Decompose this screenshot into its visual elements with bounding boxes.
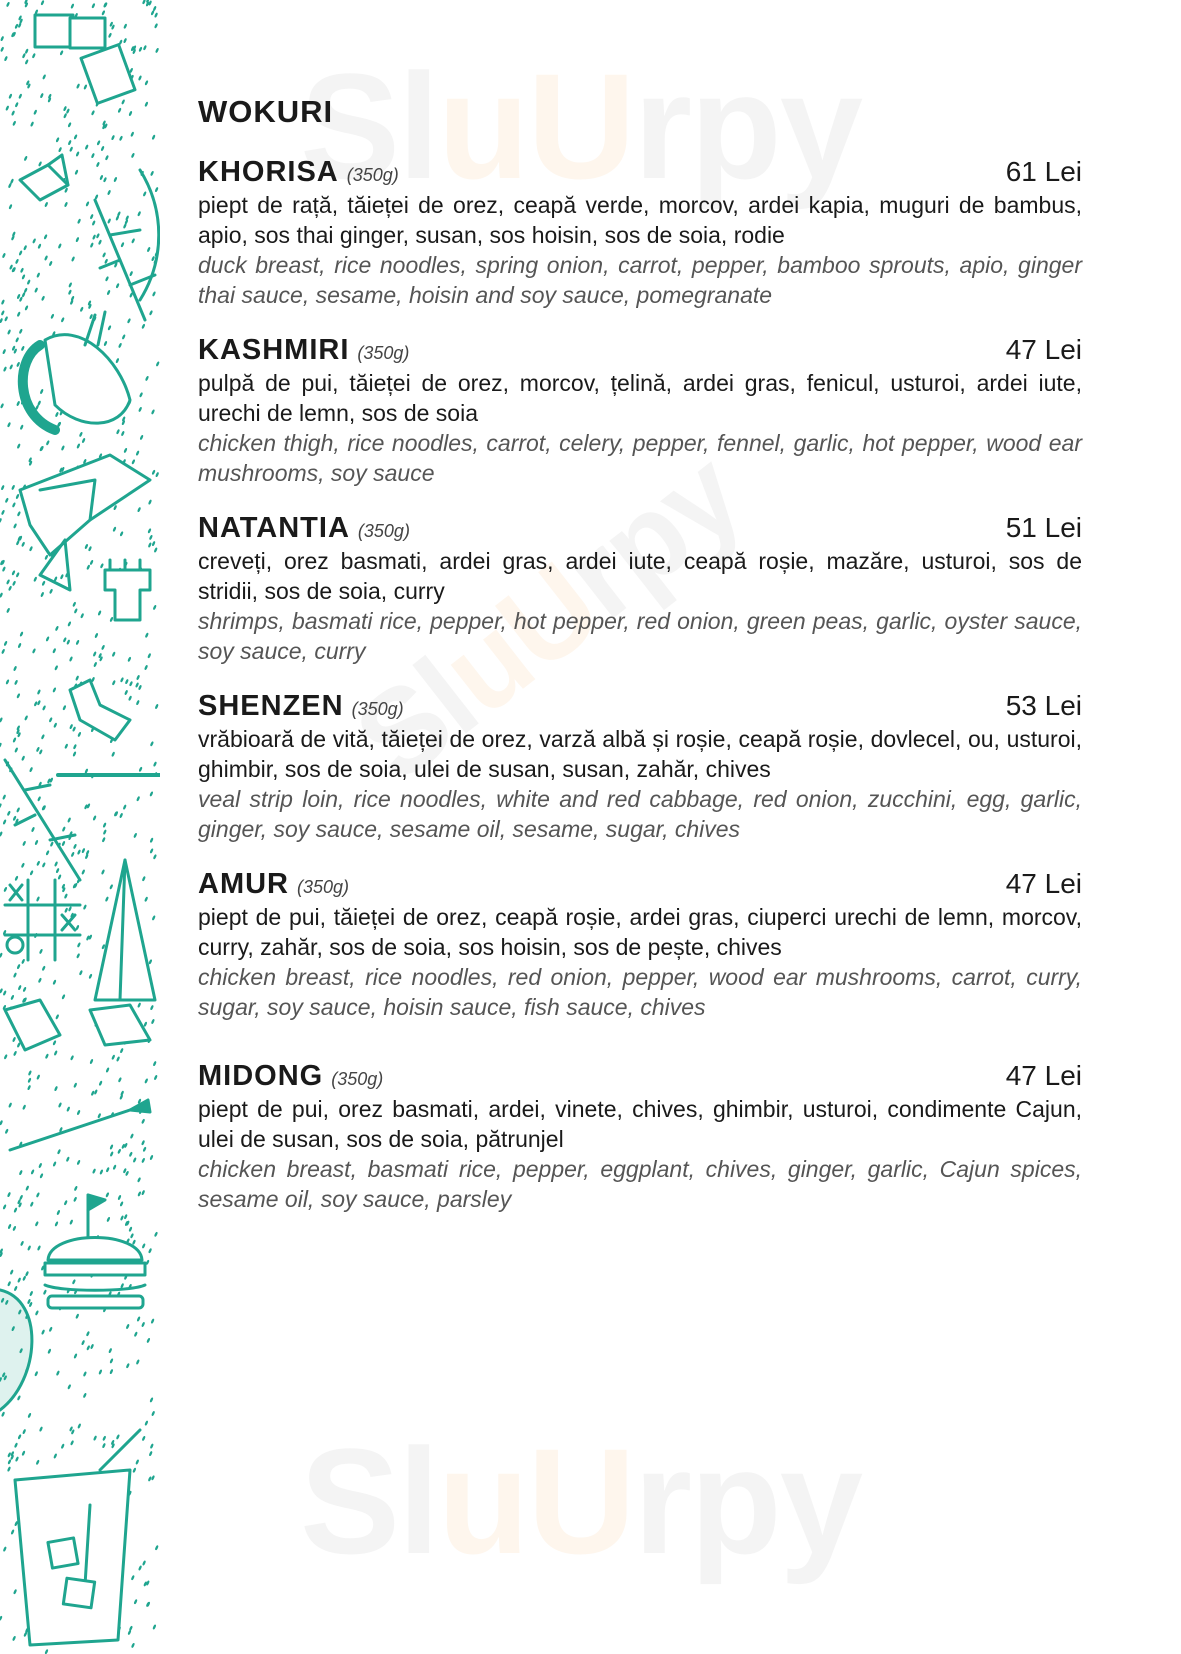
menu-item-name: AMUR — [198, 868, 289, 900]
menu-item-name: KASHMIRI — [198, 334, 350, 366]
menu-item-header — [198, 1058, 1082, 1094]
section-title: WOKURI — [198, 94, 334, 129]
menu-item-price: 53 Lei — [1005, 690, 1082, 721]
menu-item-title — [198, 866, 349, 907]
menu-item-description-ro: piept de rață, tăieței de orez, ceapă verde, morcov, ardei kapia, muguri de bambus, apio, sos thai ginger, susan, sos hoisin, sos de soia, rodie — [198, 192, 1082, 248]
menu-item-weight: (350g) — [297, 877, 350, 897]
menu-item-name: KHORISA — [198, 156, 339, 188]
watermark-logo-bottom: uU — [437, 1417, 634, 1585]
menu-item-description-ro: creveți, orez basmati, ardei gras, ardei iute, ceapă roșie, mazăre, usturoi, sos de stridii, sos de soia, curry — [198, 548, 1082, 604]
doodle-border — [0, 0, 160, 1654]
menu-item — [198, 1058, 1082, 1214]
menu-item-title — [198, 1058, 383, 1099]
menu-item — [198, 154, 1082, 310]
menu-item-price: 47 Lei — [1005, 334, 1082, 365]
menu-item-header — [198, 510, 1082, 546]
menu-item-description-en: veal strip loin, rice noodles, white and red cabbage, red onion, zucchini, egg, garlic, ginger, soy sauce, sesame oil, sesame, sugar, chives — [198, 786, 1082, 842]
menu-item-name: SHENZEN — [198, 690, 344, 722]
menu-item-header — [198, 332, 1082, 368]
menu-item-description-ro: pulpă de pui, tăieței de orez, morcov, țelină, ardei gras, fenicul, usturoi, ardei iute, urechi de lemn, sos de soia — [198, 370, 1082, 426]
menu-item-title — [198, 688, 404, 729]
menu-item-weight: (350g) — [351, 699, 404, 719]
menu-item-description-en: shrimps, basmati rice, pepper, hot pepper, red onion, green peas, garlic, oyster sauce, soy sauce, curry — [198, 608, 1082, 664]
menu-content — [198, 92, 1082, 1214]
menu-item-price: 61 Lei — [1005, 156, 1082, 187]
menu-item-description-ro: piept de pui, orez basmati, ardei, vinete, chives, ghimbir, usturoi, condimente Cajun, ulei de susan, sos de soia, pătrunjel — [198, 1096, 1082, 1152]
menu-item-name: MIDONG — [198, 1060, 324, 1092]
menu-item-header — [198, 154, 1082, 190]
menu-item-description-en: chicken breast, rice noodles, red onion, pepper, wood ear mushrooms, carrot, curry, sugar, soy sauce, hoisin sauce, fish sauce, chives — [198, 964, 1082, 1020]
menu-item-description-en: chicken breast, basmati rice, pepper, eggplant, chives, ginger, garlic, Cajun spices, sesame oil, soy sauce, parsley — [198, 1156, 1082, 1212]
menu-item-weight: (350g) — [357, 343, 410, 363]
menu-item-description-ro: piept de pui, tăieței de orez, ceapă roșie, ardei gras, ciuperci urechi de lemn, morcov, curry, zahăr, sos de soia, sos hoisin, sos de pește, chives — [198, 904, 1082, 960]
menu-item — [198, 332, 1082, 488]
watermark-logo-top: uU — [437, 42, 634, 210]
menu-item-title — [198, 510, 410, 551]
menu-item-description-en: duck breast, rice noodles, spring onion, carrot, pepper, bamboo sprouts, apio, ginger thai sauce, sesame, hoisin and soy sauce, pomegranate — [198, 252, 1082, 308]
menu-item-price: 47 Lei — [1005, 868, 1082, 899]
menu-item-price: 51 Lei — [1005, 512, 1082, 543]
menu-item-weight: (350g) — [346, 165, 399, 185]
menu-item-weight: (350g) — [357, 521, 410, 541]
watermark-logo-middle: uU — [417, 538, 623, 740]
menu-item-name: NATANTIA — [198, 512, 350, 544]
menu-item-header — [198, 688, 1082, 724]
menu-item-title — [198, 332, 409, 373]
menu-item-description-ro: vrăbioară de vită, tăieței de orez, varză albă și roșie, ceapă roșie, dovlecel, ou, usturoi, ghimbir, sos de soia, ulei de susan, susan, zahăr, chives — [198, 726, 1082, 782]
menu-item — [198, 688, 1082, 844]
menu-item-title — [198, 154, 399, 195]
menu-item — [198, 510, 1082, 666]
doodle-illustration — [0, 0, 160, 1654]
menu-item-price: 47 Lei — [1005, 1060, 1082, 1091]
menu-item-header — [198, 866, 1082, 902]
menu-item-description-en: chicken thigh, rice noodles, carrot, celery, pepper, fennel, garlic, hot pepper, wood ear mushrooms, soy sauce — [198, 430, 1082, 486]
menu-item — [198, 866, 1082, 1022]
menu-item-weight: (350g) — [331, 1069, 384, 1089]
